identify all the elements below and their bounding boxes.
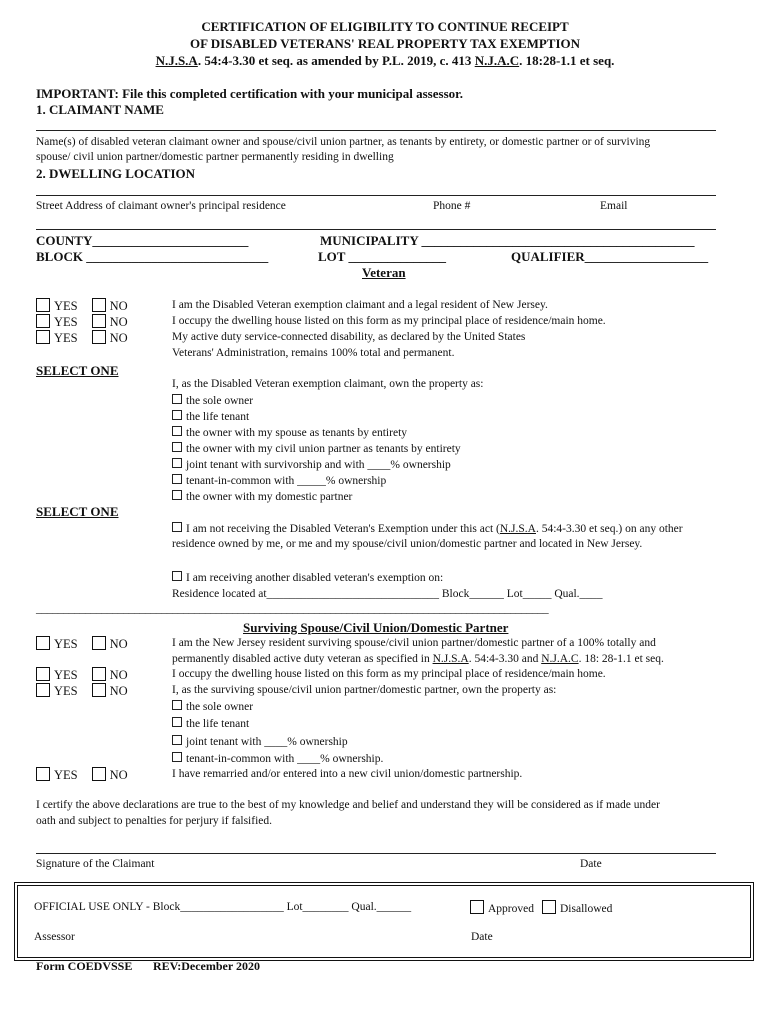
yes-checkbox[interactable] (36, 330, 50, 344)
email-label: Email (600, 200, 628, 212)
no-label: NO (109, 684, 128, 698)
surviving-q1-yesno (36, 636, 128, 652)
surviving-own-option[interactable] (172, 700, 253, 713)
option-checkbox[interactable] (172, 442, 182, 452)
no-checkbox[interactable] (92, 330, 106, 344)
approved-option[interactable] (470, 900, 534, 915)
veteran-own-option[interactable] (172, 442, 461, 455)
street-address-line[interactable] (36, 195, 716, 196)
njac-ref: N.J.A.C (474, 53, 520, 68)
phone-label: Phone # (433, 200, 471, 212)
no-label: NO (109, 315, 128, 329)
receiving-text: I am receiving another disabled veteran's exemption on: (186, 572, 444, 584)
option-label: the sole owner (186, 395, 254, 407)
signature-line[interactable] (36, 853, 716, 854)
official-date-label: Date (471, 931, 493, 943)
form-title-line2: OF DISABLED VETERANS' REAL PROPERTY TAX EXEMPTION (189, 36, 581, 51)
yes-checkbox[interactable] (36, 667, 50, 681)
yes-checkbox[interactable] (36, 314, 50, 328)
surviving-q1b-text: permanently disabled active duty veteran as specified in (172, 653, 433, 665)
certify-line2: oath and subject to penalties for perjury if falsified. (36, 815, 272, 827)
no-label: NO (109, 768, 128, 782)
no-checkbox[interactable] (92, 683, 106, 697)
njsa-ref: N.J.S.A (155, 53, 198, 68)
yes-label: YES (54, 299, 78, 313)
not-receiving-text-end: . 54:4-3.30 et seq.) on any other (535, 523, 683, 535)
option-label: tenant-in-common with _____% ownership (186, 475, 387, 487)
veteran-own-option[interactable] (172, 394, 253, 407)
disallowed-label: Disallowed (560, 903, 613, 915)
yes-checkbox[interactable] (36, 767, 50, 781)
claimant-name-line[interactable] (36, 130, 716, 131)
option-checkbox[interactable] (172, 571, 182, 581)
residence-located-field[interactable]: Residence located at______________________________ Block______ Lot_____ Qual.____ (172, 588, 603, 600)
surviving-q1b-end: . 18: 28-1.1 et seq. (578, 653, 664, 665)
approved-label: Approved (488, 903, 534, 915)
option-label: the life tenant (186, 411, 250, 423)
surviving-q4: I have remarried and/or entered into a new civil union/domestic partnership. (172, 768, 523, 780)
no-label: NO (109, 668, 128, 682)
veteran-heading: Veteran (362, 265, 406, 280)
njsa-ref: N.J.S.A (499, 523, 536, 535)
yes-label: YES (54, 331, 78, 345)
yes-label: YES (54, 768, 78, 782)
option-label: joint tenant with survivorship and with ____% ownership (186, 459, 451, 471)
no-label: NO (109, 299, 128, 313)
option-checkbox[interactable] (172, 752, 182, 762)
section1-title: 1. CLAIMANT NAME (36, 102, 164, 117)
option-label: joint tenant with ____% ownership (186, 736, 348, 748)
surviving-q2-yesno (36, 667, 128, 683)
option-label: the sole owner (186, 701, 254, 713)
surviving-heading: Surviving Spouse/Civil Union/Domestic Partner (243, 620, 509, 635)
surviving-q1b (172, 653, 664, 665)
veteran-q1-yesno (36, 298, 128, 314)
no-checkbox[interactable] (92, 314, 106, 328)
receiving-option[interactable] (172, 571, 443, 584)
no-checkbox[interactable] (92, 636, 106, 650)
not-receiving-option[interactable] (172, 522, 683, 535)
important-note: IMPORTANT: File this completed certification with your municipal assessor. (36, 86, 463, 101)
option-checkbox[interactable] (172, 474, 182, 484)
no-checkbox[interactable] (92, 667, 106, 681)
yes-checkbox[interactable] (36, 636, 50, 650)
lot-field[interactable]: LOT _______________ (318, 249, 446, 264)
title-citation: . 54:4-3.30 et seq. as amended by P.L. 2019, c. 413 (197, 53, 475, 68)
claimant-caption-2: spouse/ civil union partner/domestic partner permanently residing in dwelling (36, 151, 394, 163)
option-checkbox[interactable] (172, 717, 182, 727)
veteran-own-option[interactable] (172, 458, 451, 471)
street-address-label: Street Address of claimant owner's principal residence (36, 200, 286, 212)
not-receiving-text: I am not receiving the Disabled Veteran's Exemption under this act ( (186, 523, 500, 535)
yes-label: YES (54, 315, 78, 329)
option-label: the owner with my civil union partner as tenants by entirety (186, 443, 461, 455)
signature-label: Signature of the Claimant (36, 858, 155, 870)
surviving-q2: I occupy the dwelling house listed on this form as my principal place of residence/main home. (172, 668, 606, 680)
option-checkbox[interactable] (172, 700, 182, 710)
form-title-line1: CERTIFICATION OF ELIGIBILITY TO CONTINUE RECEIPT (201, 19, 569, 34)
disallowed-checkbox[interactable] (542, 900, 556, 914)
form-revision: REV:December 2020 (153, 959, 260, 973)
option-checkbox[interactable] (172, 426, 182, 436)
surviving-own-option[interactable] (172, 752, 383, 765)
block-field[interactable]: BLOCK ____________________________ (36, 249, 269, 264)
option-checkbox[interactable] (172, 410, 182, 420)
veteran-q1: I am the Disabled Veteran exemption claimant and a legal resident of New Jersey. (172, 299, 548, 311)
no-label: NO (109, 637, 128, 651)
county-field[interactable]: COUNTY________________________ (36, 233, 249, 248)
approved-checkbox[interactable] (470, 900, 484, 914)
select-one-heading-2: SELECT ONE (36, 504, 119, 519)
veteran-own-option[interactable] (172, 410, 249, 423)
veteran-q3b: Veterans' Administration, remains 100% total and permanent. (172, 347, 455, 359)
section-divider: ______________________________________________________________________________________________ (36, 603, 549, 615)
option-label: the owner with my domestic partner (186, 491, 353, 503)
yes-label: YES (54, 684, 78, 698)
veteran-q2-yesno (36, 314, 128, 330)
signature-date-label: Date (580, 858, 602, 870)
official-use-box (17, 885, 751, 958)
option-label: the life tenant (186, 718, 250, 730)
title-citation-end: . 18:28-1.1 et seq. (519, 53, 615, 68)
address-underline (36, 229, 716, 230)
surviving-q3: I, as the surviving spouse/civil union partner/domestic partner, own the property as: (172, 684, 557, 696)
yes-label: YES (54, 637, 78, 651)
form-title-line3 (0, 53, 770, 69)
veteran-q3-yesno (36, 330, 128, 346)
option-checkbox[interactable] (172, 522, 182, 532)
surviving-own-option[interactable] (172, 735, 348, 748)
not-receiving-line2: residence owned by me, or me and my spouse/civil union/domestic partner and located in New Jersey. (172, 538, 643, 550)
veteran-own-option[interactable] (172, 490, 352, 503)
no-checkbox[interactable] (92, 298, 106, 312)
surviving-q4-yesno (36, 767, 128, 783)
surviving-q1b-mid: . 54:4-3.30 and (468, 653, 542, 665)
no-label: NO (109, 331, 128, 345)
yes-checkbox[interactable] (36, 298, 50, 312)
option-label: the owner with my spouse as tenants by entirety (186, 427, 408, 439)
yes-checkbox[interactable] (36, 683, 50, 697)
veteran-own-intro: I, as the Disabled Veteran exemption claimant, own the property as: (172, 378, 484, 390)
option-checkbox[interactable] (172, 735, 182, 745)
veteran-q2: I occupy the dwelling house listed on this form as my principal place of residence/main home. (172, 315, 606, 327)
veteran-own-option[interactable] (172, 474, 386, 487)
veteran-q3a: My active duty service-connected disability, as declared by the United States (172, 331, 526, 343)
surviving-q1a: I am the New Jersey resident surviving spouse/civil union partner/domestic partner of a 100% totally and (172, 637, 656, 649)
official-use-line: OFFICIAL USE ONLY - Block__________________ Lot________ Qual.______ (34, 901, 412, 913)
municipality-field[interactable]: MUNICIPALITY __________________________________________ (320, 233, 695, 248)
disallowed-option[interactable] (542, 900, 612, 915)
section2-title: 2. DWELLING LOCATION (36, 166, 196, 181)
option-label: tenant-in-common with ____% ownership. (186, 753, 384, 765)
no-checkbox[interactable] (92, 767, 106, 781)
surviving-own-option[interactable] (172, 717, 249, 730)
form-id: Form COEDVSSE (36, 959, 133, 973)
njsa-ref: N.J.S.A (432, 653, 469, 665)
option-checkbox[interactable] (172, 458, 182, 468)
veteran-own-option[interactable] (172, 426, 407, 439)
yes-label: YES (54, 668, 78, 682)
qualifier-field[interactable]: QUALIFIER___________________ (511, 249, 709, 264)
claimant-caption-1: Name(s) of disabled veteran claimant owner and spouse/civil union partner, as tenants by entirety, or domestic partner or of surviving (36, 136, 651, 148)
option-checkbox[interactable] (172, 490, 182, 500)
select-one-heading: SELECT ONE (36, 363, 119, 378)
assessor-label: Assessor (34, 931, 75, 943)
certify-line1: I certify the above declarations are true to the best of my knowledge and belief and understand they will be considered as if made under (36, 799, 660, 811)
option-checkbox[interactable] (172, 394, 182, 404)
njac-ref: N.J.A.C (541, 653, 579, 665)
surviving-q3-yesno (36, 683, 128, 699)
